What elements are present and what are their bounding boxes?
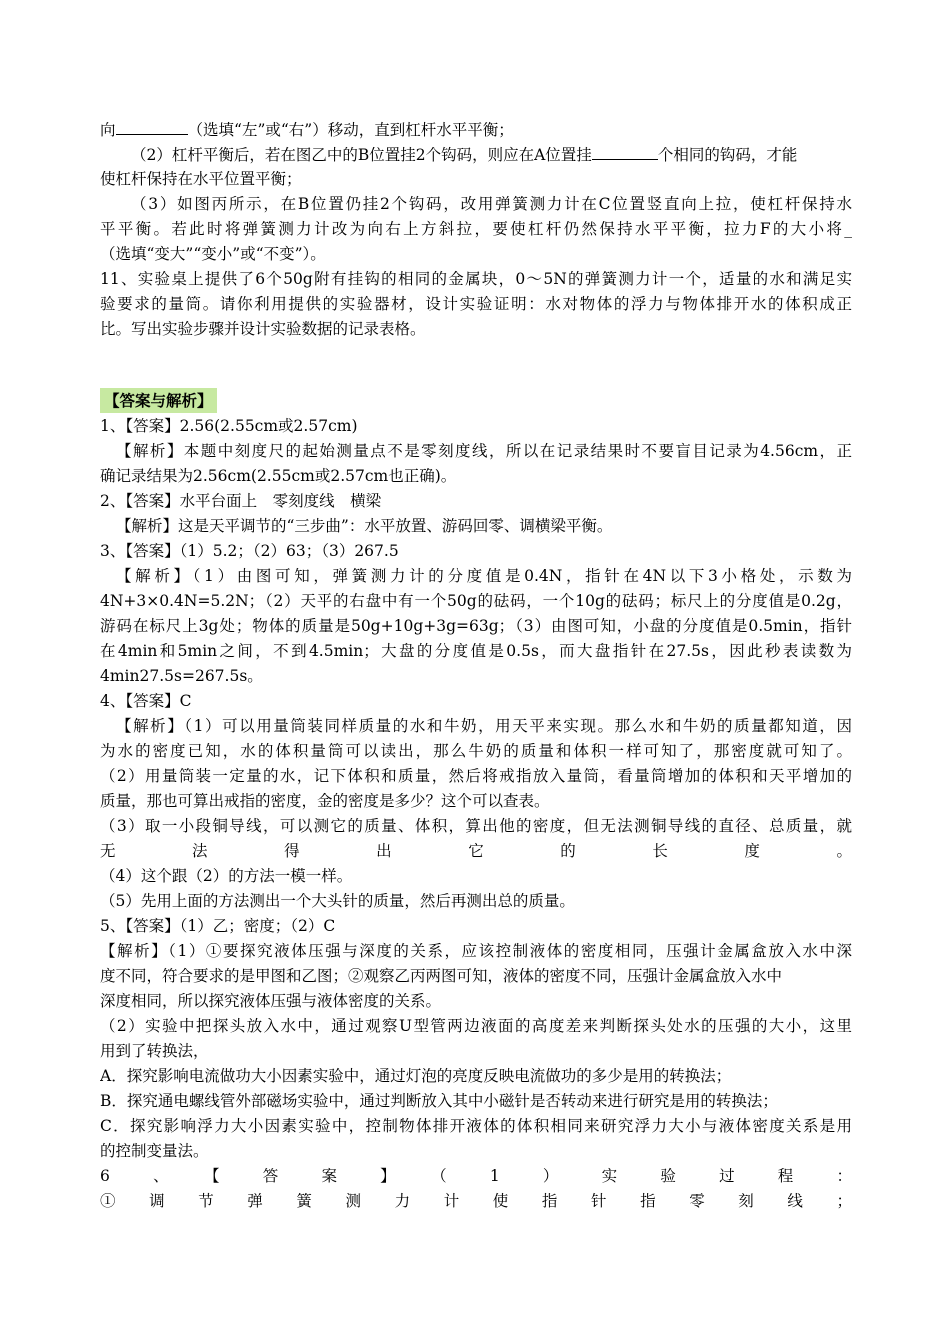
a4-analysis-line2: 为水的密度已知，水的体积量筒可以读出，那么牛奶的质量和体积一样可知了，那密度就可知了。 bbox=[100, 742, 852, 760]
a3-answer: 3、【答案】（1）5.2；（2）63；（3）267.5 bbox=[100, 542, 399, 560]
a4-p3-line2: 无法得出它的长度。 bbox=[100, 842, 852, 860]
a5-option-c-line2: 的控制变量法。 bbox=[100, 1142, 209, 1160]
q10-part3-line2: 平平衡。若此时将弹簧测力计改为向右上方斜拉，要使杠杆仍然保持水平平衡，拉力F的大小将_ bbox=[100, 220, 852, 238]
a5-p2-line2: 用到了转换法， bbox=[100, 1042, 209, 1060]
a2-answer: 2、【答案】水平台面上 零刻度线 横梁 bbox=[100, 492, 382, 510]
a5-option-a: A．探究影响电流做功大小因素实验中，通过灯泡的亮度反映电流做功的多少是用的转换法； bbox=[100, 1067, 732, 1085]
a4-answer: 4、【答案】C bbox=[100, 692, 192, 710]
a3-analysis-line3: 游码在标尺上3g处；物体的质量是50g+10g+3g=63g；（3）由图可知，小盘的分度值是0.5min，指针 bbox=[100, 617, 852, 635]
a4-p3-line1: （3）取一小段铜导线，可以测它的质量、体积，算出他的密度，但无法测铜导线的直径、总质量，就 bbox=[100, 817, 852, 835]
a4-analysis-line1: 【解析】（1）可以用量筒装同样质量的水和牛奶，用天平来实现。那么水和牛奶的质量都知道，因 bbox=[116, 717, 852, 735]
a5-analysis-line2: 度不同，符合要求的是甲图和乙图；②观察乙丙两图可知，液体的密度不同，压强计金属盒放入水中 bbox=[100, 967, 783, 985]
a3-analysis-line2: 4N+3×0.4N=5.2N；（2）天平的右盘中有一个50g的砝码，一个10g的砝码；标尺上的分度值是0.2g， bbox=[100, 592, 852, 610]
a3-analysis-line4: 在4min和5min之间，不到4.5min；大盘的分度值是0.5s，而大盘指针在27.5s，因此秒表读数为 bbox=[100, 642, 852, 660]
a4-p2-line2: 质量，那也可算出戒指的密度，金的密度是多少？这个可以查表。 bbox=[100, 792, 550, 810]
q10-part2-cont: 使杠杆保持在水平位置平衡； bbox=[100, 170, 302, 188]
q10-line1: 向 （选填“左”或“右”）移动，直到杠杆水平平衡； bbox=[100, 117, 852, 143]
a5-analysis-line1: 【解析】（1）①要探究液体压强与深度的关系，应该控制液体的密度相同，压强计金属盒放入水中深 bbox=[100, 942, 852, 960]
answers-heading: 【答案与解析】 bbox=[100, 388, 217, 413]
a5-p2-line1: （2）实验中把探头放入水中，通过观察U型管两边液面的高度差来判断探头处水的压强的大小，这里 bbox=[100, 1017, 852, 1035]
answer-blank[interactable] bbox=[592, 142, 658, 160]
a5-option-b: B．探究通电螺线管外部磁场实验中，通过判断放入其中小磁针是否转动来进行研究是用的转换法； bbox=[100, 1092, 778, 1110]
q10-part3-line1: （3）如图丙所示，在B位置仍挂2个钩码，改用弹簧测力计在C位置竖直向上拉，使杠杆保持水 bbox=[131, 195, 852, 213]
a5-analysis-line3: 深度相同，所以探究液体压强与液体密度的关系。 bbox=[100, 992, 442, 1010]
a3-analysis-line1: 【解析】（1）由图可知，弹簧测力计的分度值是0.4N，指针在4N以下3小格处，示数为 bbox=[116, 567, 852, 585]
a5-answer: 5、【答案】（1）乙；密度；（2）C bbox=[100, 917, 336, 935]
a3-analysis-line5: 4min27.5s=267.5s。 bbox=[100, 667, 263, 685]
a1-analysis-line1: 【解析】本题中刻度尺的起始测量点不是零刻度线，所以在记录结果时不要盲目记录为4.56cm，正 bbox=[116, 442, 852, 460]
a6-answer: 6、【答案】（1）实验过程： bbox=[100, 1167, 852, 1185]
q11-line3: 比。写出实验步骤并设计实验数据的记录表格。 bbox=[100, 320, 426, 338]
a4-p5: （5）先用上面的方法测出一个大头针的质量，然后再测出总的质量。 bbox=[100, 892, 575, 910]
a1-answer: 1、【答案】2.56(2.55cm或2.57cm) bbox=[100, 417, 358, 435]
q10-part2: （2）杠杆平衡后，若在图乙中的B位置挂2个钩码，则应在A位置挂 个相同的钩码，才能 bbox=[131, 142, 852, 168]
q11-line1: 11、实验桌上提供了6个50g附有挂钩的相同的金属块，0～5N的弹簧测力计一个，适量的水和满足实 bbox=[100, 270, 852, 288]
a6-step1: ①调节弹簧测力计使指针指零刻线； bbox=[100, 1192, 852, 1210]
a5-option-c-line1: C．探究影响浮力大小因素实验中，控制物体排开液体的体积相同来研究浮力大小与液体密度关系是用 bbox=[100, 1117, 852, 1135]
a1-analysis-line2: 确记录结果为2.56cm(2.55cm或2.57cm也正确)。 bbox=[100, 467, 457, 485]
a4-p2-line1: （2）用量筒装一定量的水，记下体积和质量，然后将戒指放入量筒，看量筒增加的体积和天平增加的 bbox=[100, 767, 852, 785]
answer-blank[interactable] bbox=[116, 117, 188, 135]
q11-line2: 验要求的量筒。请你利用提供的实验器材，设计实验证明：水对物体的浮力与物体排开水的体积成正 bbox=[100, 295, 852, 313]
a4-p4: （4）这个跟（2）的方法一模一样。 bbox=[100, 867, 353, 885]
q10-part3-line3: （选填“变大”“变小”或“不变”）。 bbox=[100, 245, 326, 263]
a2-analysis: 【解析】这是天平调节的“三步曲”：水平放置、游码回零、调横梁平衡。 bbox=[116, 517, 613, 535]
